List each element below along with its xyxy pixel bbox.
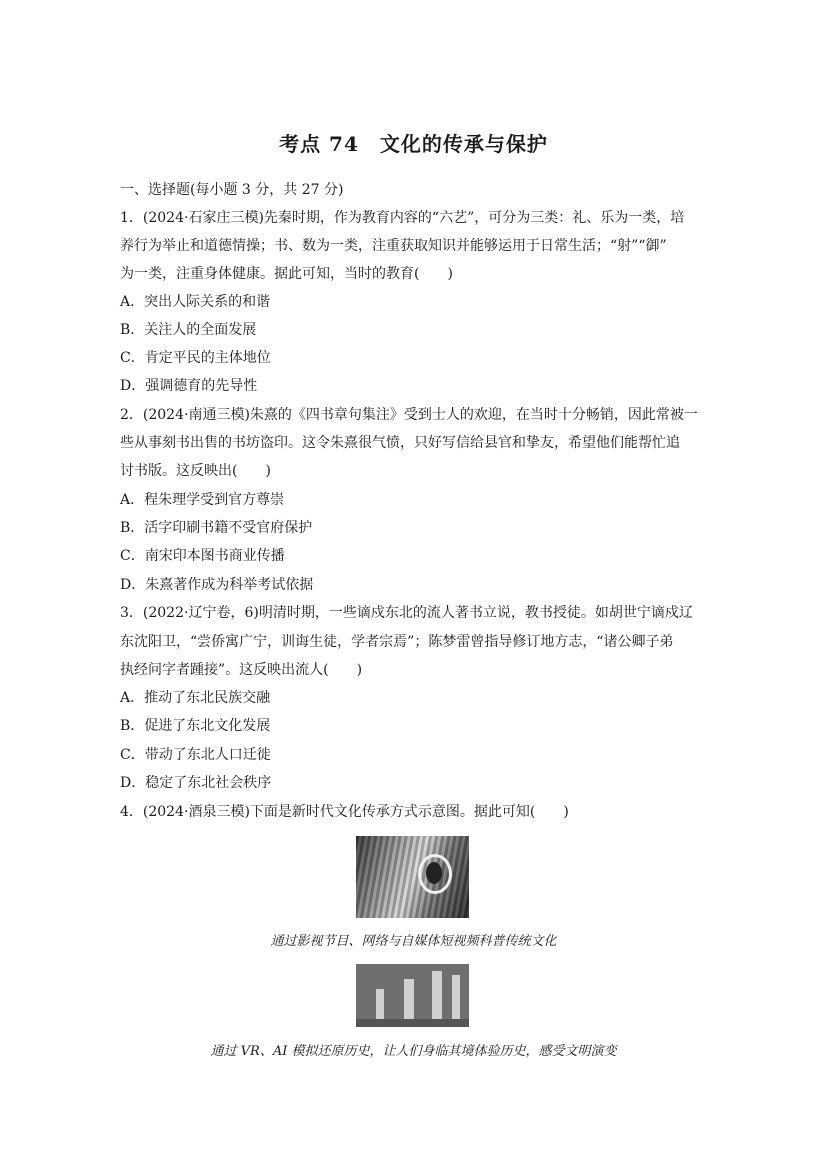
q2-option-a: A．程朱理学受到官方尊崇 <box>120 492 285 508</box>
q2-stem-line-1: 2．(2024·南通三模)朱熹的《四书章句集注》受到士人的欢迎，在当时十分畅销，因此常被一 <box>120 407 698 423</box>
q3-option-c: C．带动了东北人口迁徙 <box>120 747 271 763</box>
q1-stem-line-1: 1．(2024·石家庄三模)先秦时期，作为教育内容的“六艺”，可分为三类：礼、乐为一类，培 <box>120 210 685 226</box>
figure-caption-2: 通过 VR、AI 模拟还原历史，让人们身临其境体验历史，感受文明演变 <box>210 1044 617 1059</box>
q3-stem-line-2: 东沈阳卫，“尝侨寓广宁，训诲生徒，学者宗焉”；陈梦雷曾指导修订地方志，“诸公卿子弟 <box>120 634 674 650</box>
q4-stem-line-1: 4．(2024·酒泉三模)下面是新时代文化传承方式示意图。据此可知( ) <box>120 804 569 820</box>
q3-stem-line-3: 执经问字者踵接”。这反映出流人( ) <box>120 662 363 678</box>
q2-stem-line-3: 讨书版。这反映出( ) <box>120 463 271 479</box>
q3-option-a: A．推动了东北民族交融 <box>120 690 271 706</box>
q2-option-d: D．朱熹著作成为科举考试依据 <box>120 577 314 593</box>
figure-caption-1: 通过影视节目、网络与自媒体短视频科普传统文化 <box>270 934 557 949</box>
q1-option-b: B．关注人的全面发展 <box>120 322 257 338</box>
q3-option-b: B．促进了东北文化发展 <box>120 718 271 734</box>
q1-option-d: D．强调德育的先导性 <box>120 378 258 394</box>
figure-video-image <box>356 836 469 918</box>
section-heading: 一、选择题(每小题 3 分，共 27 分) <box>120 182 344 198</box>
page-title: 考点 74 文化的传承与保护 <box>279 132 548 156</box>
q3-stem-line-1: 3．(2022·辽宁卷，6)明清时期，一些谪戍东北的流人著书立说，教书授徒。如胡世宁谪戍辽 <box>120 605 693 621</box>
q1-stem-line-3: 为一类，注重身体健康。据此可知，当时的教育( ) <box>120 266 453 282</box>
q1-option-a: A．突出人际关系的和谐 <box>120 294 271 310</box>
q2-stem-line-2: 些从事刻书出售的书坊盗印。这令朱熹很气愤，只好写信给县官和挚友，希望他们能帮忙追 <box>120 435 680 451</box>
q3-option-d: D．稳定了东北社会秩序 <box>120 775 272 791</box>
q2-option-b: B．活字印刷书籍不受官府保护 <box>120 520 313 536</box>
q2-option-c: C．南宋印本图书商业传播 <box>120 548 285 564</box>
q1-stem-line-2: 养行为举止和道德情操；书、数为一类，注重获取知识并能够运用于日常生活；“射”“御” <box>120 238 667 254</box>
q1-option-c: C．肯定平民的主体地位 <box>120 350 271 366</box>
figure-vr-image <box>356 964 469 1027</box>
